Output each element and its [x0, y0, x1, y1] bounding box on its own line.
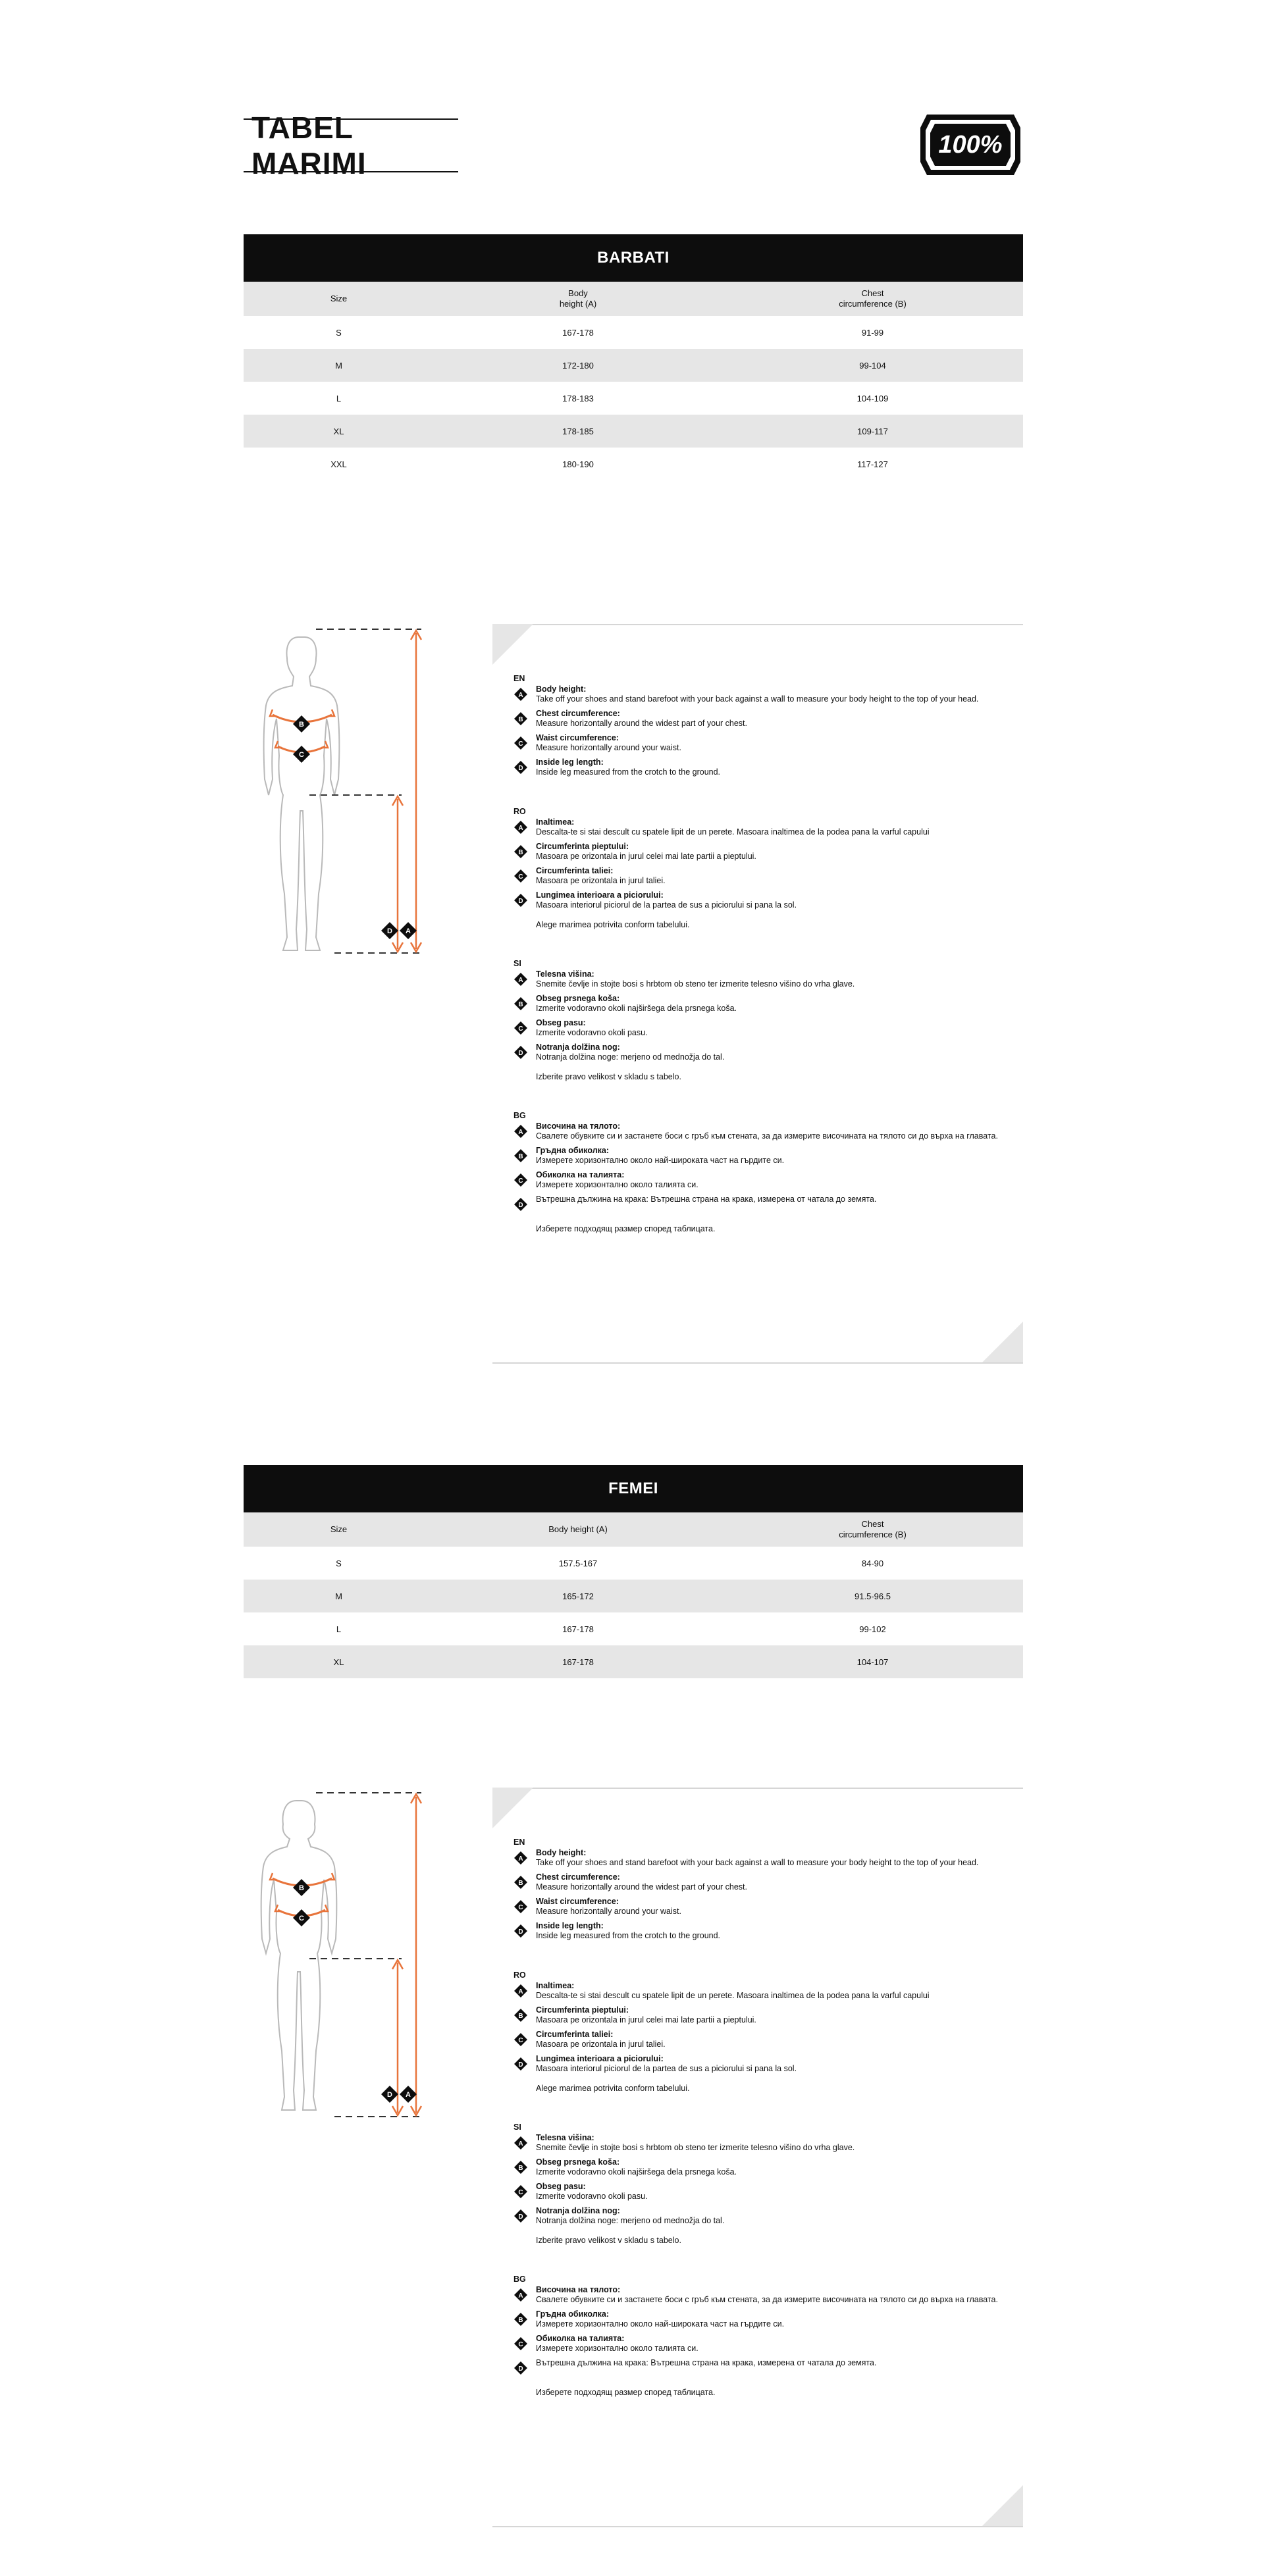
measurement-item	[514, 709, 1027, 729]
lang-code: EN	[514, 1838, 525, 1847]
measurement-description: Izmerite vodoravno okoli pasu.	[536, 1028, 648, 1037]
svg-text:C: C	[518, 873, 523, 881]
size-cell: M	[335, 1591, 342, 1601]
measurement-title: Inside leg length:	[536, 1921, 604, 1930]
measurement-title: Body height:	[536, 684, 587, 694]
size-cell: M	[335, 360, 342, 371]
size-note: Alege marimea potrivita conform tabelului.	[536, 2084, 690, 2093]
chest-cell: 99-102	[859, 1624, 886, 1634]
badge-b-icon	[514, 996, 529, 1014]
measurement-title: Lungimea interioara a piciorului:	[536, 2054, 664, 2063]
lang-block-ro	[514, 1971, 1027, 2094]
measurement-item	[514, 1146, 1027, 1166]
svg-text:100%: 100%	[938, 131, 1003, 159]
badge-d-icon	[514, 2057, 529, 2074]
svg-text:A: A	[518, 2140, 523, 2148]
measure-instructions-women	[492, 1788, 1023, 2527]
svg-text:A: A	[518, 1988, 523, 1996]
svg-text:B: B	[518, 1153, 523, 1160]
men-size-table	[244, 234, 1023, 480]
svg-text:B: B	[299, 1884, 304, 1892]
lang-code: BG	[514, 2275, 526, 2284]
measurement-item	[514, 866, 1027, 887]
svg-text:D: D	[518, 2061, 523, 2069]
measurement-title: Височина на тялото:	[536, 1121, 621, 1131]
svg-text:B: B	[518, 716, 523, 723]
measurement-description: Вътрешна дължина на крака: Вътрешна страна на крака, измерена от чатала до земята.	[536, 1195, 877, 1204]
svg-text:A: A	[518, 1129, 523, 1136]
measurement-item	[514, 1848, 1027, 1868]
lang-code: RO	[514, 807, 526, 816]
badge-d-icon	[514, 893, 529, 911]
chest-cell: 109-117	[857, 426, 888, 436]
size-cell: XL	[333, 1657, 344, 1667]
measurement-description: Measure horizontally around the widest part of your chest.	[536, 719, 748, 728]
badge-d-icon	[514, 1045, 529, 1063]
chest-cell: 91.5-96.5	[855, 1591, 891, 1601]
measurement-description: Masoara pe orizontala in jurul celei mai late partii a pieptului.	[536, 2015, 756, 2024]
lang-block-si	[514, 959, 1027, 1082]
men-table-title: BARBATI	[244, 234, 1023, 282]
measurement-title: Circumferinta pieptului:	[536, 2005, 629, 2015]
chest-cell: 99-104	[859, 360, 886, 371]
table-row	[244, 1547, 1023, 1580]
lang-block-ro	[514, 807, 1027, 930]
size-cell: L	[336, 1624, 342, 1634]
badge-a-icon	[514, 972, 529, 990]
measurement-description: Notranja dolžina noge: merjeno od mednožja do tal.	[536, 2216, 725, 2225]
size-note: Alege marimea potrivita conform tabelului.	[536, 920, 690, 929]
measure-instructions-men	[492, 624, 1023, 1364]
svg-text:D: D	[518, 1928, 523, 1936]
measurement-description: Inside leg measured from the crotch to the ground.	[536, 767, 721, 777]
badge-d-icon	[514, 760, 529, 778]
measurement-title: Body height:	[536, 1848, 587, 1857]
svg-text:B: B	[518, 849, 523, 856]
height-cell: 165-172	[562, 1591, 594, 1601]
col-chest: Chest circumference (B)	[839, 288, 907, 309]
lang-code: BG	[514, 1111, 526, 1120]
measurement-title: Lungimea interioara a piciorului:	[536, 890, 664, 900]
lang-block-si	[514, 2123, 1027, 2246]
svg-text:C: C	[299, 1915, 304, 1922]
measurement-description: Snemite čevlje in stojte bosi s hrbtom ob steno ter izmerite telesno višino do vrha glave.	[536, 979, 855, 989]
measurement-title: Гръдна обиколка:	[536, 2309, 610, 2319]
measurement-item	[514, 1170, 1027, 1191]
badge-d-icon	[514, 1197, 529, 1215]
chest-cell: 91-99	[861, 327, 884, 338]
height-cell: 167-178	[562, 1624, 594, 1634]
col-size: Size	[330, 1524, 348, 1534]
chest-cell: 104-109	[856, 393, 889, 403]
size-cell: S	[336, 327, 342, 338]
col-body-height: Body height (A)	[548, 1524, 608, 1534]
measurement-title: Waist circumference:	[536, 1897, 619, 1906]
measurement-title: Chest circumference:	[536, 709, 620, 718]
measurement-item	[514, 2206, 1027, 2227]
size-note: Izberite pravo velikost v skladu s tabelo.	[536, 1072, 681, 1081]
svg-text:C: C	[518, 2189, 523, 2196]
badge-c-icon	[514, 1899, 529, 1917]
lang-block-en	[514, 674, 1027, 778]
badge-b-icon	[514, 1875, 529, 1893]
measurement-title: Telesna višina:	[536, 2133, 594, 2142]
table-row	[244, 1645, 1023, 1678]
measurement-title: Обиколка на талията:	[536, 1170, 625, 1179]
svg-text:B: B	[518, 1880, 523, 1887]
measurement-description: Measure horizontally around your waist.	[536, 743, 681, 752]
women-table-title: FEMEI	[244, 1465, 1023, 1512]
measurement-item	[514, 890, 1027, 911]
svg-text:D: D	[387, 2091, 392, 2099]
measurement-item	[514, 733, 1027, 754]
badge-c-icon	[514, 1173, 529, 1191]
table-row	[244, 1580, 1023, 1612]
measurement-title: Обиколка на талията:	[536, 2334, 625, 2343]
badge-a-icon	[514, 1851, 529, 1868]
svg-text:A: A	[518, 825, 523, 832]
svg-text:D: D	[518, 2213, 523, 2221]
measurement-item	[514, 758, 1027, 778]
height-cell: 180-190	[562, 459, 594, 469]
badge-b-icon	[514, 711, 529, 729]
svg-text:B: B	[518, 1001, 523, 1008]
svg-text:A: A	[518, 977, 523, 984]
badge-b-icon	[514, 2008, 529, 2026]
measurement-title: Obseg pasu:	[536, 1018, 586, 1027]
svg-text:D: D	[518, 1202, 523, 1209]
male-body-diagram	[244, 617, 461, 966]
measurement-description: Izmerite vodoravno okoli najširšega dela prsnega koša.	[536, 2167, 737, 2177]
chest-cell: 104-107	[856, 1657, 889, 1667]
badge-d-icon	[381, 2086, 398, 2103]
measurement-description: Вътрешна дължина на крака: Вътрешна страна на крака, измерена от чатала до земята.	[536, 2358, 877, 2367]
svg-text:B: B	[518, 2013, 523, 2020]
measurement-description: Inside leg measured from the crotch to the ground.	[536, 1931, 721, 1940]
lang-block-bg	[514, 1111, 1027, 1234]
table-row	[244, 415, 1023, 448]
svg-text:B: B	[299, 721, 304, 729]
svg-text:B: B	[518, 2317, 523, 2324]
measurement-title: Inaltimea:	[536, 1981, 575, 1990]
height-cell: 172-180	[562, 360, 594, 371]
size-cell: XL	[333, 426, 344, 436]
badge-d-icon	[514, 2209, 529, 2227]
badge-b-icon	[514, 2160, 529, 2178]
measurement-item	[514, 994, 1027, 1014]
measurement-description: Измерете хоризонтално около талията си.	[536, 2344, 698, 2353]
measurement-description: Masoara pe orizontala in jurul taliei.	[536, 2040, 666, 2049]
measurement-description: Свалете обувките си и застанете боси с гръб към стената, за да измерите височината на тялото си до върха на главата.	[536, 2295, 998, 2304]
lang-code: SI	[514, 959, 521, 968]
measurement-item	[514, 1043, 1027, 1063]
badge-a-icon	[514, 820, 529, 838]
svg-text:A: A	[518, 2292, 523, 2300]
height-cell: 178-183	[562, 393, 594, 403]
measurement-item	[514, 2285, 1027, 2306]
measurement-item	[514, 1121, 1027, 1142]
table-row	[244, 316, 1023, 349]
svg-text:C: C	[518, 1177, 523, 1185]
badge-a-icon	[400, 922, 417, 939]
measurement-item	[514, 1018, 1027, 1039]
badge-a-icon	[514, 687, 529, 705]
badge-a-icon	[514, 1124, 529, 1142]
measurement-item	[514, 2157, 1027, 2178]
measurement-description: Notranja dolžina noge: merjeno od mednožja do tal.	[536, 1052, 725, 1062]
svg-text:C: C	[518, 2341, 523, 2348]
measurement-item	[514, 1872, 1027, 1893]
badge-a-icon	[514, 2288, 529, 2306]
badge-a-icon	[400, 2086, 417, 2103]
chest-cell: 84-90	[861, 1558, 884, 1568]
measurement-title: Chest circumference:	[536, 1872, 620, 1882]
height-cell: 167-178	[562, 1657, 594, 1667]
measurement-item	[514, 2054, 1027, 2074]
badge-b-icon	[514, 844, 529, 862]
svg-text:A: A	[406, 927, 411, 935]
size-note: Изберете подходящ размер според таблицата.	[536, 2388, 716, 2397]
svg-text:D: D	[518, 1050, 523, 1057]
table-row	[244, 349, 1023, 382]
badge-c-icon	[514, 2184, 529, 2202]
measurement-item	[514, 817, 1027, 838]
badge-b-icon	[514, 2312, 529, 2330]
measurement-description: Snemite čevlje in stojte bosi s hrbtom ob steno ter izmerite telesno višino do vrha glave.	[536, 2143, 855, 2152]
measurement-description: Masoara pe orizontala in jurul celei mai late partii a pieptului.	[536, 852, 756, 861]
measurement-title: Obseg prsnega koša:	[536, 994, 620, 1003]
measurement-description: Take off your shoes and stand barefoot with your back against a wall to measure your body height to the top of your head.	[536, 1858, 979, 1867]
svg-text:C: C	[518, 2037, 523, 2044]
measurement-item	[514, 1921, 1027, 1942]
measurement-description: Измерете хоризонтално около най-широката част на гърдите си.	[536, 2319, 785, 2329]
lang-block-en	[514, 1838, 1027, 1942]
table-row	[244, 448, 1023, 480]
corner-decor	[492, 1788, 533, 1828]
size-note: Изберете подходящ размер според таблицата.	[536, 1224, 716, 1233]
svg-text:B: B	[518, 2165, 523, 2172]
height-cell: 157.5-167	[558, 1558, 598, 1568]
measurement-title: Notranja dolžina nog:	[536, 2206, 620, 2215]
page-title-frame	[244, 111, 458, 180]
measurement-item	[514, 2182, 1027, 2202]
measurement-title: Obseg pasu:	[536, 2182, 586, 2191]
lang-block-bg	[514, 2275, 1027, 2398]
svg-text:D: D	[518, 765, 523, 772]
lang-code: SI	[514, 2123, 521, 2132]
svg-text:C: C	[299, 751, 304, 759]
col-chest: Chest circumference (B)	[839, 1519, 907, 1539]
corner-decor	[982, 2485, 1023, 2526]
men-table-header	[244, 282, 1023, 316]
badge-c-icon	[514, 2336, 529, 2354]
measurement-description: Take off your shoes and stand barefoot with your back against a wall to measure your body height to the top of your head.	[536, 694, 979, 704]
measurement-item	[514, 842, 1027, 862]
badge-a-icon	[514, 1984, 529, 2001]
height-cell: 178-185	[562, 426, 594, 436]
badge-c-icon	[514, 1021, 529, 1039]
measurement-item	[514, 969, 1027, 990]
col-size: Size	[330, 294, 348, 303]
corner-decor	[982, 1322, 1023, 1362]
measurement-item	[514, 2358, 1027, 2379]
measurement-title: Височина на тялото:	[536, 2285, 621, 2294]
measurement-item	[514, 2309, 1027, 2330]
measurement-item	[514, 1897, 1027, 1917]
size-note: Izberite pravo velikost v skladu s tabelo.	[536, 2236, 681, 2245]
height-cell: 167-178	[562, 327, 594, 338]
badge-c-icon	[514, 2032, 529, 2050]
measurement-description: Izmerite vodoravno okoli najširšega dela prsnega koša.	[536, 1004, 737, 1013]
badge-d-icon	[514, 2361, 529, 2379]
female-body-diagram	[244, 1781, 461, 2130]
measurement-item	[514, 684, 1027, 705]
measurement-title: Inside leg length:	[536, 758, 604, 767]
measurement-description: Izmerite vodoravno okoli pasu.	[536, 2192, 648, 2201]
svg-text:C: C	[518, 1904, 523, 1911]
measurement-title: Telesna višina:	[536, 969, 594, 979]
measurement-description: Masoara pe orizontala in jurul taliei.	[536, 876, 666, 885]
col-body-height: Body height (A)	[559, 288, 597, 309]
lang-code: EN	[514, 674, 525, 683]
svg-text:D: D	[518, 2365, 523, 2373]
women-table-header	[244, 1512, 1023, 1547]
measurement-item	[514, 1981, 1027, 2001]
measurement-title: Circumferinta taliei:	[536, 866, 614, 875]
women-size-table	[244, 1465, 1023, 1678]
measurement-item	[514, 2030, 1027, 2050]
badge-c-icon	[514, 736, 529, 754]
instruction-blocks	[514, 674, 1027, 1263]
badge-c-icon	[514, 869, 529, 887]
measurement-description: Measure horizontally around your waist.	[536, 1907, 681, 1916]
table-row	[244, 1612, 1023, 1645]
size-cell: L	[336, 393, 342, 403]
measurement-description: Descalta-te si stai descult cu spatele lipit de un perete. Masoara inaltimea de la podea pana la varful capului	[536, 827, 930, 837]
svg-text:C: C	[518, 1025, 523, 1033]
measurement-description: Masoara interiorul piciorul de la partea de sus a piciorului si pana la sol.	[536, 2064, 797, 2073]
svg-text:A: A	[406, 2091, 411, 2099]
measurement-title: Obseg prsnega koša:	[536, 2157, 620, 2167]
badge-d-icon	[381, 922, 398, 939]
measurement-title: Waist circumference:	[536, 733, 619, 742]
corner-decor	[492, 624, 533, 665]
measurement-description: Измерете хоризонтално около най-широката част на гърдите си.	[536, 1156, 785, 1165]
measurement-description: Измерете хоризонтално около талията си.	[536, 1180, 698, 1189]
badge-b-icon	[514, 1148, 529, 1166]
table-row	[244, 382, 1023, 415]
measurement-title: Гръдна обиколка:	[536, 1146, 610, 1155]
size-cell: S	[336, 1558, 342, 1568]
measurement-title: Inaltimea:	[536, 817, 575, 827]
svg-text:A: A	[518, 692, 523, 699]
measurement-title: Circumferinta pieptului:	[536, 842, 629, 851]
measurement-description: Свалете обувките си и застанете боси с гръб към стената, за да измерите височината на тялото си до върха на главата.	[536, 1131, 998, 1141]
measurement-description: Measure horizontally around the widest part of your chest.	[536, 1882, 748, 1892]
chest-cell: 117-127	[857, 459, 888, 469]
measurement-item	[514, 2334, 1027, 2354]
badge-a-icon	[514, 2136, 529, 2153]
instruction-blocks	[514, 1838, 1027, 2427]
measurement-description: Masoara interiorul piciorul de la partea de sus a piciorului si pana la sol.	[536, 900, 797, 910]
brand-logo	[918, 112, 1023, 178]
page-title: TABEL MARIMI	[251, 111, 367, 180]
measurement-title: Notranja dolžina nog:	[536, 1043, 620, 1052]
measurement-title: Circumferinta taliei:	[536, 2030, 614, 2039]
measurement-item	[514, 2005, 1027, 2026]
badge-d-icon	[514, 1924, 529, 1942]
measurement-description: Descalta-te si stai descult cu spatele lipit de un perete. Masoara inaltimea de la podea pana la varful capului	[536, 1991, 930, 2000]
measurement-item	[514, 2133, 1027, 2153]
svg-text:C: C	[518, 740, 523, 748]
svg-text:D: D	[387, 927, 392, 935]
lang-code: RO	[514, 1971, 526, 1980]
svg-text:A: A	[518, 1855, 523, 1863]
size-cell: XXL	[330, 459, 347, 469]
svg-text:D: D	[518, 898, 523, 905]
measurement-item	[514, 1195, 1027, 1215]
